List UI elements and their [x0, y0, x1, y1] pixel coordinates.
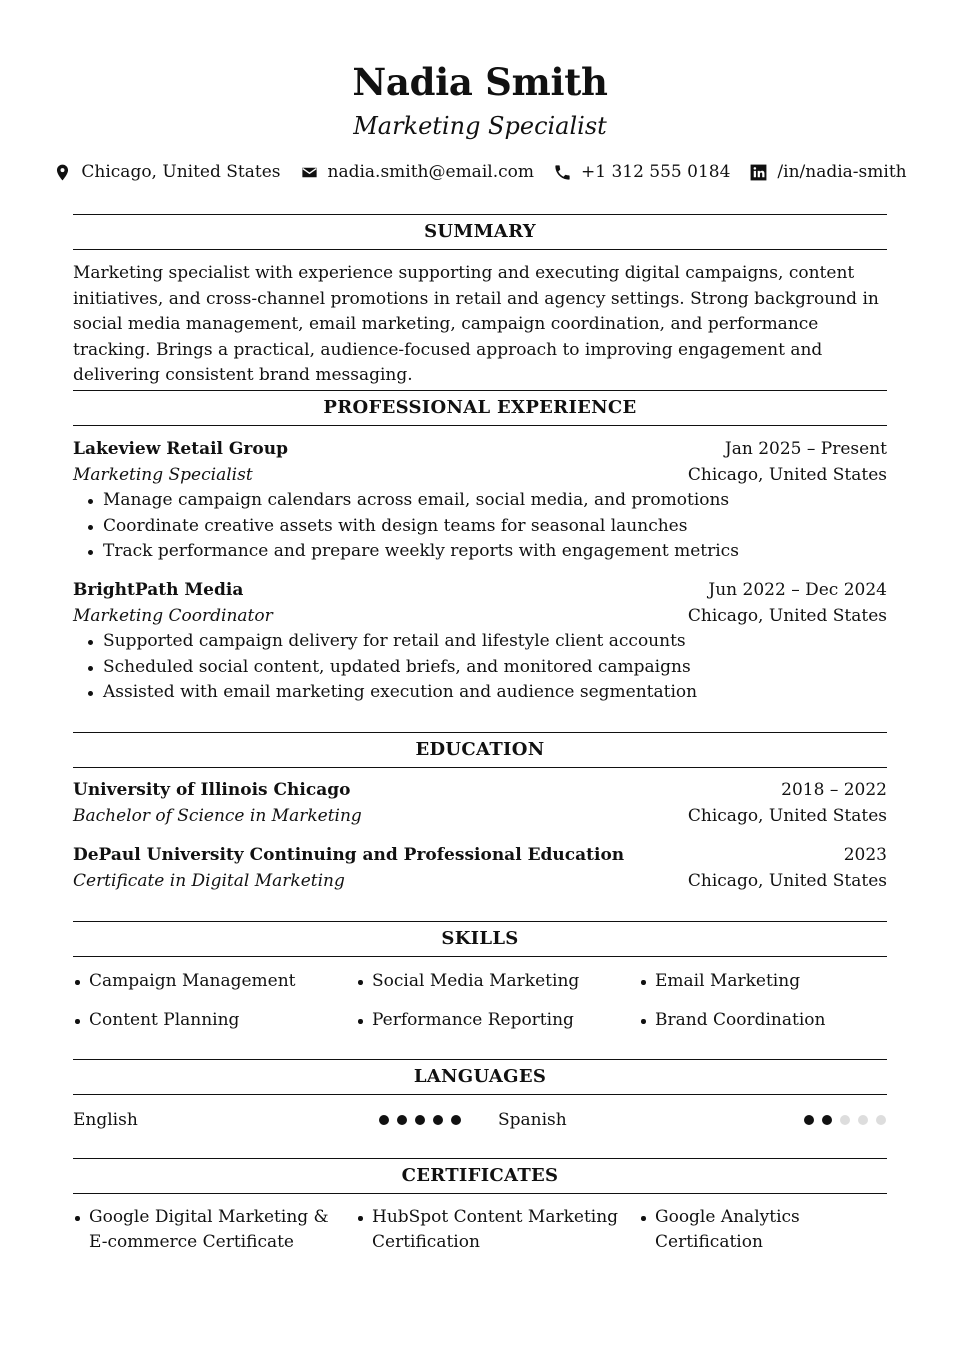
job-bullet: Coordinate creative assets with design teams for seasonal launches [84, 514, 887, 540]
section-heading-education: EDUCATION [73, 732, 887, 768]
certificate-item: HubSpot Content Marketing Certification [356, 1205, 639, 1255]
education-dates: 2023 [843, 845, 887, 865]
education-entry [73, 778, 887, 829]
summary-text: Marketing specialist with experience supporting and executing digital campaigns, content initiatives, and cross-channel promotions in retail and agency settings. Strong background in social media management, email marketing, campaign coordination, and performance tracking. Brings a practical, audience-focused approach to improving engagement and delivering consistent brand messaging. [73, 263, 879, 385]
skill-item: Content Planning [73, 1008, 356, 1033]
skill-item: Performance Reporting [356, 1008, 639, 1033]
contact-email[interactable] [300, 158, 534, 186]
contact-location [53, 158, 280, 186]
map-pin-icon [53, 163, 72, 182]
level-dot-filled [451, 1115, 461, 1125]
education-location: Chicago, United States [687, 805, 887, 826]
linkedin-icon [749, 163, 768, 182]
job-bullet: Manage campaign calendars across email, social media, and promotions [84, 488, 887, 514]
level-dot-filled [804, 1115, 814, 1125]
skill-item: Email Marketing [639, 969, 887, 994]
level-dot-filled [822, 1115, 832, 1125]
job-dates: Jan 2025 – Present [724, 439, 887, 459]
candidate-title: Marketing Specialist [353, 112, 607, 140]
level-dot-filled [433, 1115, 443, 1125]
level-dot-filled [397, 1115, 407, 1125]
job-bullet: Scheduled social content, updated briefs, and monitored campaigns [84, 655, 887, 681]
contact-linkedin[interactable] [749, 158, 906, 186]
job-location: Chicago, United States [687, 464, 887, 485]
level-dot-filled [415, 1115, 425, 1125]
phone-text[interactable]: +1 312 555 0184 [580, 162, 731, 182]
experience-entry [73, 437, 887, 565]
certificates-list [73, 1205, 887, 1255]
level-dot-empty [840, 1115, 850, 1125]
job-location: Chicago, United States [687, 605, 887, 626]
job-bullets [73, 488, 887, 565]
contact-phone[interactable] [553, 158, 730, 186]
experience-entry [73, 578, 887, 706]
skill-item: Brand Coordination [639, 1008, 887, 1033]
candidate-name: Nadia Smith [352, 60, 608, 104]
company-name: BrightPath Media [73, 580, 244, 600]
job-bullet: Assisted with email marketing execution and audience segmentation [84, 680, 887, 706]
location-text: Chicago, United States [81, 162, 281, 182]
job-dates: Jun 2022 – Dec 2024 [708, 580, 887, 600]
skill-item: Social Media Marketing [356, 969, 639, 994]
degree-name: Bachelor of Science in Marketing [73, 805, 362, 826]
phone-icon [553, 163, 572, 182]
section-heading-summary: SUMMARY [73, 214, 887, 250]
language-name: Spanish [498, 1110, 567, 1130]
company-name: Lakeview Retail Group [73, 439, 288, 459]
level-dot-empty [858, 1115, 868, 1125]
languages-list [73, 1107, 887, 1133]
certificate-item: Google Digital Marketing & E-commerce Certificate [73, 1205, 356, 1255]
skills-list [73, 969, 887, 1033]
linkedin-text[interactable]: /in/nadia-smith [777, 162, 907, 182]
school-name: DePaul University Continuing and Professional Education [73, 845, 625, 865]
contact-bar [13, 158, 947, 186]
school-name: University of Illinois Chicago [73, 780, 351, 800]
language-level-dots [379, 1115, 461, 1125]
job-bullets [73, 629, 887, 706]
level-dot-filled [379, 1115, 389, 1125]
section-heading-skills: SKILLS [73, 921, 887, 957]
language-level-dots [804, 1115, 886, 1125]
envelope-icon [300, 163, 319, 182]
certificate-item: Google Analytics Certification [639, 1205, 887, 1255]
job-bullet: Track performance and prepare weekly reports with engagement metrics [84, 539, 887, 565]
level-dot-empty [876, 1115, 886, 1125]
language-name: English [73, 1110, 138, 1130]
degree-name: Certificate in Digital Marketing [73, 870, 345, 891]
section-heading-certificates: CERTIFICATES [73, 1158, 887, 1194]
education-entry [73, 843, 887, 894]
job-role: Marketing Specialist [73, 464, 253, 485]
section-heading-experience: PROFESSIONAL EXPERIENCE [73, 390, 887, 426]
job-role: Marketing Coordinator [73, 605, 273, 626]
skill-item: Campaign Management [73, 969, 356, 994]
section-heading-languages: LANGUAGES [73, 1059, 887, 1095]
education-dates: 2018 – 2022 [781, 780, 887, 800]
job-bullet: Supported campaign delivery for retail and lifestyle client accounts [84, 629, 887, 655]
email-text[interactable]: nadia.smith@email.com [327, 162, 534, 182]
education-location: Chicago, United States [687, 870, 887, 891]
